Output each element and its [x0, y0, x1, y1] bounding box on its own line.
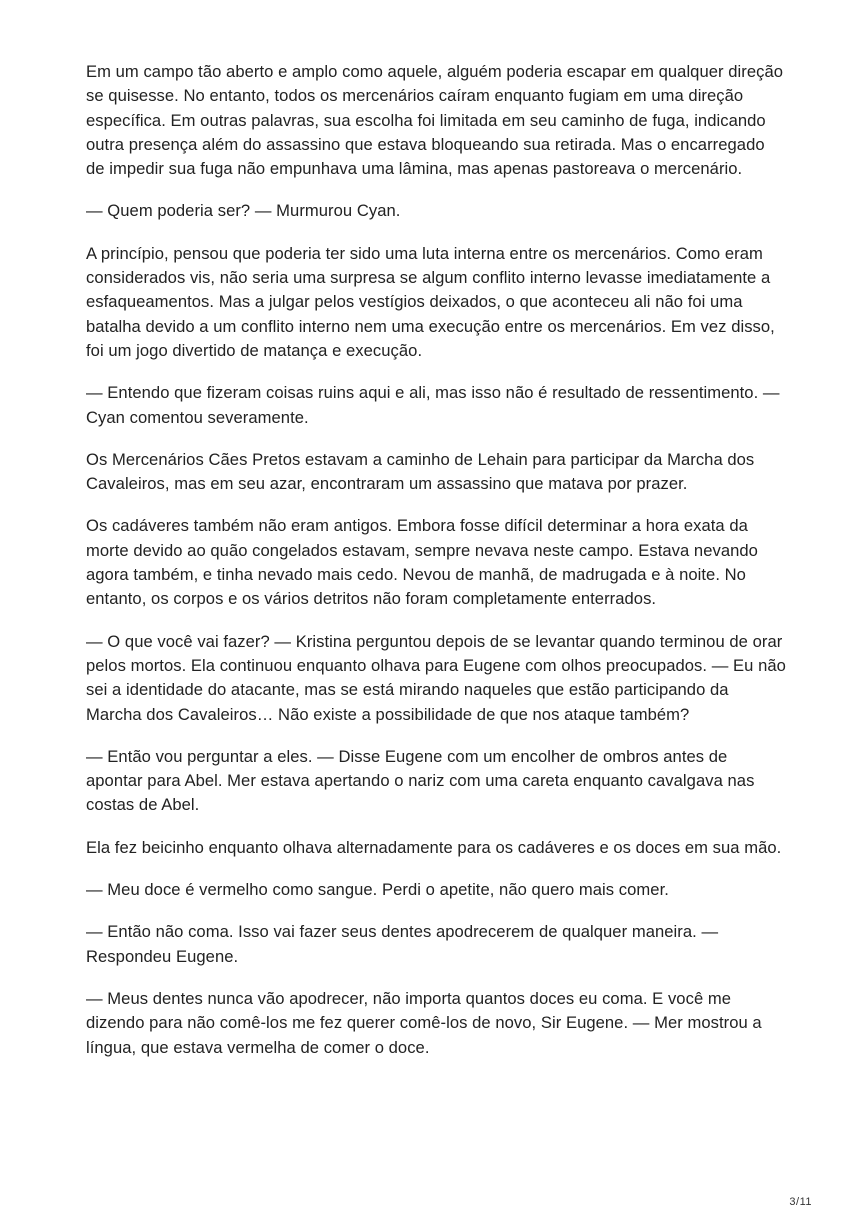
paragraph: — Entendo que fizeram coisas ruins aqui e ali, mas isso não é resultado de ressentimento. — Cyan comentou severamente.: [86, 383, 780, 427]
paragraph: — O que você vai fazer? — Kristina perguntou depois de se levantar quando terminou de orar pelos mortos. Ela continuou enquanto olhava para Eugene com olhos preocupados. — Eu não sei a identidade do atacante, mas se está mirando naqueles que estão participando da Marcha dos Cavaleiros… Não existe a possibilidade de que nos ataque também?: [86, 631, 786, 724]
paragraph: Os Mercenários Cães Pretos estavam a caminho de Lehain para participar da Marcha dos Cavaleiros, mas em seu azar, encontraram um assassino que matava por prazer.: [86, 449, 755, 494]
paragraph: Ela fez beicinho enquanto olhava alternadamente para os cadáveres e os doces em sua mão.: [86, 837, 782, 857]
paragraph: Em um campo tão aberto e amplo como aquele, alguém poderia escapar em qualquer direção se quisesse. No entanto, todos os mercenários caíram enquanto fugiam em uma direção específica. Em outras palavras, sua escolha foi limitada em seu caminho de fuga, indicando outra presença além do assassino que estava bloqueando sua retirada. Mas o encarregado de impedir sua fuga não empunhava uma lâmina, mas apenas pastoreava o mercenário.: [86, 62, 784, 179]
paragraph: — Quem poderia ser? — Murmurou Cyan.: [86, 201, 401, 221]
page-number: 3/11: [789, 1196, 812, 1208]
paragraph: — Então não coma. Isso vai fazer seus dentes apodrecerem de qualquer maneira. — Respondeu Eugene.: [86, 922, 719, 966]
paragraph: — Meus dentes nunca vão apodrecer, não importa quantos doces eu coma. E você me dizendo para não comê-los me fez querer comê-los de novo, Sir Eugene. — Mer mostrou a língua, que estava vermelha de comer o doce.: [86, 988, 762, 1057]
document-body: [86, 60, 786, 1078]
paragraph: A princípio, pensou que poderia ter sido uma luta interna entre os mercenários. Como eram considerados vis, não seria uma surpresa se algum conflito interno levasse imediatamente a esfaqueamentos. Mas a julgar pelos vestígios deixados, o que aconteceu ali não foi uma batalha devido a um conflito interno nem uma execução entre os mercenários. Em vez disso, foi um jogo divertido de matança e execução.: [86, 243, 775, 360]
paragraph: — Então vou perguntar a eles. — Disse Eugene com um encolher de ombros antes de apontar para Abel. Mer estava apertando o nariz com uma careta enquanto cavalgava nas costas de Abel.: [86, 746, 755, 815]
paragraph: Os cadáveres também não eram antigos. Embora fosse difícil determinar a hora exata da morte devido ao quão congelados estavam, sempre nevava neste campo. Estava nevando agora também, e tinha nevado mais cedo. Nevou de manhã, de madrugada e à noite. No entanto, os corpos e os vários detritos não foram completamente enterrados.: [86, 516, 758, 609]
paragraph: — Meu doce é vermelho como sangue. Perdi o apetite, não quero mais comer.: [86, 880, 669, 900]
